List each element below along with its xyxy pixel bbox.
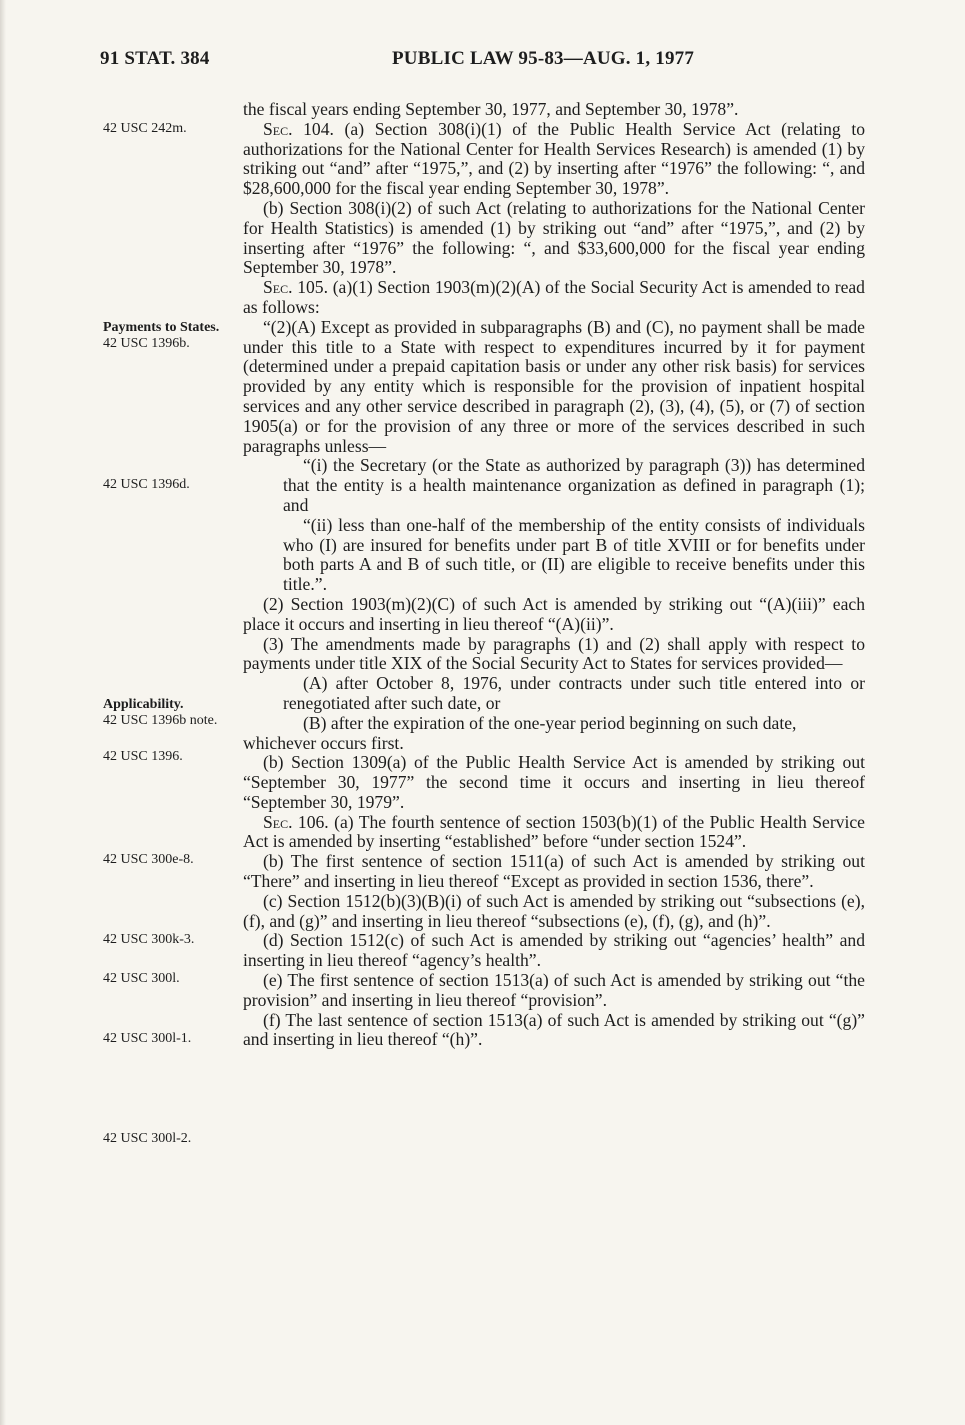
paragraph-105-3: (3) The amendments made by paragraphs (1) and (2) shall apply with respect to payments under title XIX of the Social Security Act to States for services provided— — [243, 633, 865, 674]
margin-note-payments — [103, 320, 233, 352]
margin-note-usc-300k-3: 42 USC 300k-3. — [103, 932, 195, 947]
paragraph-sec-106 — [243, 813, 865, 853]
paragraph-sec-105 — [243, 278, 865, 318]
margin-note-usc-1396d: 42 USC 1396d. — [103, 477, 190, 492]
margin-label-applicability: Applicability. — [103, 697, 184, 712]
paragraph-sec-106-text: (a) The fourth sentence of section 1503(b)(1) of the Public Health Service Act is amended by inserting “established” before “under section 1524”. — [243, 811, 865, 852]
section-heading-105: Sec. 105. — [263, 277, 328, 298]
paragraph-sec-104-text: (a) Section 308(i)(1) of the Public Health Service Act (relating to authorizations for the National Center for Health Services Research) is amended (1) by striking out “and” after “1975,”, and (2) by inserting after “1976” the following: “, and $28,600,000 for the fiscal year ending September 30, 1978”. — [243, 118, 865, 199]
paragraph-105-2: (2) Section 1903(m)(2)(C) of such Act is amended by striking out “(A)(iii)” each place it occurs and inserting in lieu thereof “(A)(ii)”. — [243, 593, 865, 634]
page-number: 91 STAT. 384 — [100, 48, 210, 69]
paragraph-105-2a: “(2)(A) Except as provided in subparagraphs (B) and (C), no payment shall be made under this title to a State with respect to expenditures incurred by it for payment (determined under a prepaid capitation basis or under any other risk basis) for services provided by any entity which is responsible for the provision of inpatient hospital services and any other service described in paragraph (2), (3), (4), (5), or (7) of section 1905(a) or for the provision of any three or more of the services described in such paragraphs unless— — [243, 316, 865, 456]
margin-note-usc-242m: 42 USC 242m. — [103, 121, 187, 136]
margin-note-applicability — [103, 697, 233, 729]
paragraph-105-i: “(i) the Secretary (or the State as authorized by paragraph (3)) has determined that the entity is a health maintenance organization as defined in paragraph (1); and — [283, 455, 865, 515]
margin-note-usc-300l: 42 USC 300l. — [103, 971, 180, 986]
margin-note-usc-1396b: 42 USC 1396b. — [103, 336, 190, 351]
page-header — [100, 48, 720, 78]
margin-note-usc-1396b-note: 42 USC 1396b note. — [103, 713, 218, 728]
paragraph-105-3b: (B) after the expiration of the one-year period beginning on such date, — [303, 712, 797, 733]
section-heading-106: Sec. 106. — [263, 811, 329, 832]
margin-label-payments: Payments to States. — [103, 320, 220, 335]
law-title: PUBLIC LAW 95-83—AUG. 1, 1977 — [392, 48, 695, 69]
paragraph-106-d: (d) Section 1512(c) of such Act is amended by striking out “agencies’ health” and inserting in lieu thereof “agency’s health”. — [243, 930, 865, 971]
paragraph-106-f: (f) The last sentence of section 1513(a) of such Act is amended by striking out “(g)” and inserting in lieu thereof “(h)”. — [243, 1009, 865, 1050]
paragraph-106-c: (c) Section 1512(b)(3)(B)(i) of such Act is amended by striking out “subsections (e), (f), and (g)” and inserting in lieu thereof “subsections (e), (f), (g), and (h)”. — [243, 890, 865, 931]
paragraph-104-b: (b) Section 308(i)(2) of such Act (relating to authorizations for the National Center for Health Statistics) is amended (1) by striking out “and” after “1975,”, and (2) by inserting after “1976” the following: “, and $33,600,000 for the fiscal year ending September 30, 1978”. — [243, 197, 865, 278]
paragraph-105-ii: “(ii) less than one-half of the membership of the entity consists of individuals who (I) are insured for benefits under part B of title XVIII or for benefits under both parts A and B of such title, or (II) are eligible to receive benefits under this title.”. — [283, 514, 865, 595]
margin-note-usc-300l-2: 42 USC 300l-2. — [103, 1131, 192, 1146]
paragraph-106-e: (e) The first sentence of section 1513(a) of such Act is amended by striking out “the provision” and inserting in lieu thereof “provision”. — [243, 970, 865, 1010]
paragraph-105-b: (b) Section 1309(a) of the Public Health Service Act is amended by striking out “September 30, 1977” the second time it occurs and inserting in lieu thereof “September 30, 1979”. — [243, 752, 865, 812]
section-heading-104: Sec. 104. — [263, 118, 334, 139]
paragraph-105-whichever: whichever occurs first. — [243, 732, 404, 753]
body-text — [243, 100, 865, 1050]
paragraph-sec-104 — [243, 120, 865, 199]
margin-note-usc-300e-8: 42 USC 300e-8. — [103, 852, 194, 867]
page-edge — [0, 0, 6, 1425]
margin-note-usc-300l-1: 42 USC 300l-1. — [103, 1031, 192, 1046]
paragraph-105-3a: (A) after October 8, 1976, under contracts under such title entered into or renegotiated after such date, or — [283, 673, 865, 713]
paragraph-1: the fiscal years ending September 30, 1977, and September 30, 1978”. — [243, 99, 739, 119]
paragraph-106-b: (b) The first sentence of section 1511(a) of such Act is amended by striking out “There” and inserting in lieu thereof “Except as provided in section 1536, there”. — [243, 851, 865, 892]
paragraph-sec-105-text: (a)(1) Section 1903(m)(2)(A) of the Social Security Act is amended to read as follows: — [243, 277, 865, 317]
margin-note-usc-1396: 42 USC 1396. — [103, 749, 183, 764]
